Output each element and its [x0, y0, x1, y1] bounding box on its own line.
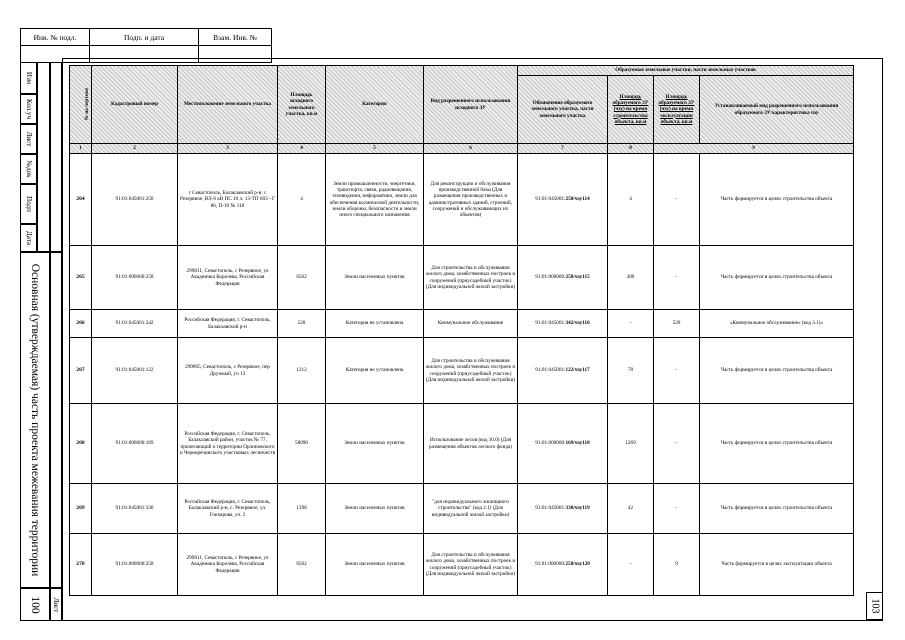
- location: г Севастополь, Балаклавский р-н, с Резервное, ВЛ-6 кВ ПС 10 л. 13-ТП 603 - Г 86, П-10 № 118: [178, 154, 278, 246]
- permitted-use: Для реконструкции и обслуживания производственной базы (Для размещения производственных и административных зданий, строений, сооружений и обслуживающих их объектов): [424, 154, 518, 246]
- area-exploit: -: [654, 246, 700, 310]
- characteristic: Часть формируется в целях строительства объекта: [700, 338, 854, 404]
- designation-prefix: 91:01:045001:: [535, 196, 566, 203]
- category: Земли промышленности, энергетики, транспорта, связи, радиовещания, телевидения, информатики, земли для обеспечения космической деятельности, земли обороны, безопасности и земли иного специального назначения: [326, 154, 424, 246]
- location: 299805, Севастополь, с Резервное, пер Дружный, уч 13: [178, 338, 278, 404]
- inv-podl-value: [21, 46, 90, 63]
- colnum-7: 7: [518, 144, 608, 154]
- area-exploit: 9: [654, 534, 700, 596]
- table-row: [70, 404, 854, 484]
- area-exploit: -: [654, 338, 700, 404]
- row-number: 266: [70, 310, 92, 338]
- page-number: 103: [866, 592, 882, 620]
- characteristic: Часть формируется в целях строительства объекта: [700, 154, 854, 246]
- side-label-kol: Кол.уч: [20, 94, 37, 124]
- title-side-column: [50, 252, 62, 588]
- category: Земли населенных пунктов: [326, 484, 424, 534]
- row-number: 270: [70, 534, 92, 596]
- designation-suffix: 122/чзу117: [565, 367, 590, 374]
- permitted-use: Для строительства и обслуживания жилого дома, хозяйственных построек и сооружений (приусадебный участок) (Для индивидуальной жилой застройки): [424, 534, 518, 596]
- sheet-number: 100: [20, 588, 50, 621]
- designation-prefix: 91:01:000000:: [535, 274, 566, 281]
- colnum-2: 2: [92, 144, 178, 154]
- designation-suffix: 330/чзу119: [565, 505, 590, 512]
- characteristic: Часть формируется в целях эксплуатации объекта: [700, 534, 854, 596]
- colnum-4: 4: [278, 144, 326, 154]
- source-area: 6562: [278, 246, 326, 310]
- colnum-9: 9: [654, 144, 854, 154]
- colnum-3: 3: [178, 144, 278, 154]
- side-label-podp: Подп: [20, 184, 37, 224]
- sheet-label: Лист: [50, 588, 62, 621]
- table-row: [70, 534, 854, 596]
- cadastral-number: 91:01:000000:258: [92, 246, 178, 310]
- podp-data-label: Подп. и дата: [90, 29, 199, 46]
- characteristic: «Коммунальное обслуживание» (код 3.1)»: [700, 310, 854, 338]
- category: Земли населенных пунктов: [326, 404, 424, 484]
- side-label-data: Дата: [20, 224, 37, 252]
- document-title: Основная (утверждаемая) часть проекта межевания территории: [20, 252, 50, 588]
- designation-prefix: 91:01:045001:: [535, 367, 566, 374]
- col-area-exploit-header: Площадь образуемого ЗУ (чзу) на время эксплуатации объекта, кв.м: [654, 76, 700, 144]
- inv-podl-label: Инв. № подл.: [21, 29, 90, 46]
- colnum-6: 6: [424, 144, 518, 154]
- source-area: 1398: [278, 484, 326, 534]
- col-designation-header: Обозначение образуемого земельного участка, части земельного участка: [518, 76, 608, 144]
- side-label-list: Лист: [20, 124, 37, 154]
- source-area: 520: [278, 310, 326, 338]
- cadastral-number: 91:01:000000:258: [92, 534, 178, 596]
- col-area-build-header: Площадь образуемого ЗУ (чзу) на время строительства объекта, кв.м: [608, 76, 654, 144]
- colnum-8: 8: [608, 144, 654, 154]
- land-plots-table: [69, 65, 854, 596]
- approval-stamp: [20, 28, 272, 63]
- designation-suffix: 258/чзу120: [565, 561, 590, 568]
- location: Российская Федерация, г. Севастополь, Балаклавский р-н, с. Резервное, ул. Гончарова, уч. 2: [178, 484, 278, 534]
- designation-suffix: 258/чзу115: [565, 274, 590, 281]
- area-exploit: -: [654, 154, 700, 246]
- location: Российская Федерация, г. Севастополь, Балаклавский р-н: [178, 310, 278, 338]
- designation-suffix: 342/чзу116: [565, 320, 590, 327]
- location: Российская Федерация, г. Севастополь, Балаклавский район, участок № 77, прилегающий к территории Орлиновского и Черноречинского участковых лесничеств: [178, 404, 278, 484]
- row-number: 267: [70, 338, 92, 404]
- category: Земли населенных пунктов: [326, 534, 424, 596]
- designation: [518, 404, 608, 484]
- table-row: [70, 484, 854, 534]
- vzam-inv-label: Взам. Инв. №: [199, 29, 272, 46]
- characteristic: Часть формируется в целях строительства объекта: [700, 246, 854, 310]
- table-row: [70, 154, 854, 246]
- col-characteristic-header: Устанавливаемый вид разрешенного использования образуемого ЗУ/характеристика чзу: [700, 76, 854, 144]
- designation-prefix: 91:01:045001:: [535, 320, 566, 327]
- side-blank-column-2: [50, 62, 62, 252]
- area-exploit: -: [654, 484, 700, 534]
- category: Категория не установлена: [326, 338, 424, 404]
- characteristic: Часть формируется в целях строительства объекта: [700, 484, 854, 534]
- row-number: 269: [70, 484, 92, 534]
- colnum-1: 1: [70, 144, 92, 154]
- cadastral-number: 91:01:045001:330: [92, 484, 178, 534]
- cadastral-number: 91:01:045001:122: [92, 338, 178, 404]
- table-row: [70, 246, 854, 310]
- designation: [518, 534, 608, 596]
- designation: [518, 310, 608, 338]
- designation-prefix: 91:01:045001:: [535, 505, 566, 512]
- col-category-header: Категория: [326, 66, 424, 144]
- designation-suffix: 250/чзу114: [565, 196, 590, 203]
- col-cadastral-header: Кадастровый номер: [92, 66, 178, 144]
- permitted-use: "для индивидуального жилищного строительства" (код 2.1) (Для индивидуальной жилой застройки): [424, 484, 518, 534]
- table-row: [70, 338, 854, 404]
- table-row: [70, 310, 854, 338]
- col-location-header: Местоположение земельного участка: [178, 66, 278, 144]
- row-number: 264: [70, 154, 92, 246]
- designation-suffix: 169/чзу118: [565, 440, 590, 447]
- col-use-header: Вид разрешенного использования исходного ЗУ: [424, 66, 518, 144]
- vzam-inv-value: [199, 46, 272, 63]
- colnum-5: 5: [326, 144, 424, 154]
- side-label-izm: Изм: [20, 62, 37, 94]
- designation: [518, 484, 608, 534]
- cadastral-number: 91:01:045001:250: [92, 154, 178, 246]
- source-area: 6562: [278, 534, 326, 596]
- area-build: -: [608, 534, 654, 596]
- cadastral-number: 91:01:000000:169: [92, 404, 178, 484]
- permitted-use: Коммунальное обслуживание: [424, 310, 518, 338]
- area-build: 78: [608, 338, 654, 404]
- side-label-ndok: №док: [20, 154, 37, 184]
- location: 299811, Севастополь, с Резервное, ул Академика Королева, Российская Федерация: [178, 534, 278, 596]
- area-build: 380: [608, 246, 654, 310]
- area-build: 42: [608, 484, 654, 534]
- permitted-use: Для строительства и обслуживания жилого дома, хозяйственных построек и сооружений (приусадебный участок) (Для индивидуальной жилой застройки): [424, 246, 518, 310]
- col-area-header: Площадь исходного земельного участка, кв.м: [278, 66, 326, 144]
- category: Категория не установлена: [326, 310, 424, 338]
- location: 299811, Севастополь, с Резервное, ул Академика Королева, Российская Федерация: [178, 246, 278, 310]
- designation-prefix: 91:01:000000:: [535, 440, 566, 447]
- source-area: 4: [278, 154, 326, 246]
- designation: [518, 154, 608, 246]
- col-number-header: № на чертеже: [70, 66, 92, 144]
- permitted-use: Для строительства и обслуживания жилого дома, хозяйственных построек и сооружений (приусадебный участок) (Для индивидуальной жилой застройки): [424, 338, 518, 404]
- designation-prefix: 91:01:000000:: [535, 561, 566, 568]
- group-header: Образуемые земельные участки, части земельных участков: [518, 66, 854, 76]
- characteristic: Часть формируется в целях строительства объекта: [700, 404, 854, 484]
- source-area: 58090: [278, 404, 326, 484]
- area-build: 4: [608, 154, 654, 246]
- permitted-use: Использование лесов (код 10.0) (Для размещения объектов лесного фонда): [424, 404, 518, 484]
- row-number: 268: [70, 404, 92, 484]
- row-number: 265: [70, 246, 92, 310]
- podp-data-value: [90, 46, 199, 63]
- side-blank-column: [37, 62, 50, 252]
- area-exploit: -: [654, 404, 700, 484]
- designation: [518, 246, 608, 310]
- area-exploit: 520: [654, 310, 700, 338]
- cadastral-number: 91:01:045001:342: [92, 310, 178, 338]
- area-build: 1269: [608, 404, 654, 484]
- designation: [518, 338, 608, 404]
- source-area: 1212: [278, 338, 326, 404]
- area-build: -: [608, 310, 654, 338]
- category: Земли населенных пунктов: [326, 246, 424, 310]
